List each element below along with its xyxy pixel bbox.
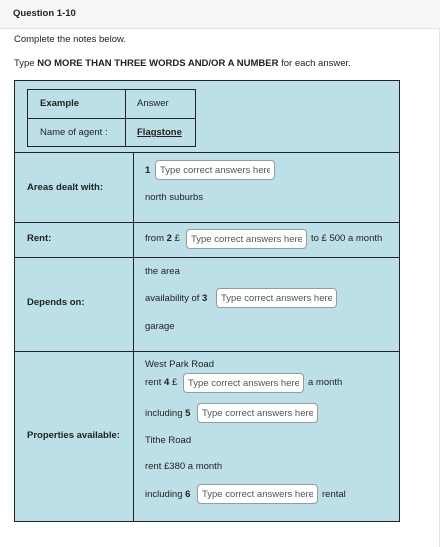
properties-west-park-road: West Park Road bbox=[145, 359, 214, 370]
question-1-number: 1 bbox=[145, 165, 151, 176]
properties-including-text: including 5 bbox=[145, 408, 191, 419]
rent-label: Rent: bbox=[27, 233, 52, 244]
answer-input-2[interactable] bbox=[186, 229, 307, 249]
properties-a-month: a month bbox=[308, 377, 343, 388]
depends-garage: garage bbox=[145, 321, 175, 332]
instruction-suffix: for each answer. bbox=[278, 58, 351, 69]
rent-from-text: from 2 £ bbox=[145, 233, 180, 244]
areas-north-suburbs: north suburbs bbox=[145, 192, 204, 203]
answer-input-5[interactable] bbox=[197, 403, 318, 423]
example-divider-horizontal bbox=[28, 118, 195, 119]
instruction-complete-notes: Complete the notes below. bbox=[14, 34, 126, 45]
example-row-answer: Flagstone bbox=[137, 127, 182, 138]
properties-tithe-road: Tithe Road bbox=[145, 435, 192, 446]
row-divider bbox=[15, 351, 399, 352]
instruction-word-limit bbox=[14, 58, 351, 69]
instruction-prefix: Type bbox=[14, 58, 38, 69]
example-header-label: Example bbox=[40, 98, 80, 109]
properties-label: Properties available: bbox=[27, 430, 120, 441]
column-divider bbox=[133, 152, 134, 521]
rent-to-text: to £ 500 a month bbox=[311, 233, 383, 244]
answer-input-1[interactable] bbox=[155, 160, 275, 180]
row-divider bbox=[15, 222, 399, 223]
depends-availability-text: availability of 3 bbox=[145, 293, 208, 304]
areas-label: Areas dealt with: bbox=[27, 182, 104, 193]
answer-input-3[interactable] bbox=[216, 288, 337, 308]
properties-rental: rental bbox=[322, 489, 346, 500]
answer-input-4[interactable] bbox=[183, 373, 304, 393]
example-row-label: Name of agent : bbox=[40, 127, 108, 138]
properties-including-text-2: including 6 bbox=[145, 489, 191, 500]
question-header bbox=[0, 0, 440, 29]
answer-input-6[interactable] bbox=[197, 484, 318, 504]
properties-rent-text: rent 4 £ bbox=[145, 377, 178, 388]
question-title: Question 1-10 bbox=[13, 8, 76, 19]
example-header-answer: Answer bbox=[137, 98, 169, 109]
instruction-word-limit-bold: NO MORE THAN THREE WORDS AND/OR A NUMBER bbox=[37, 58, 279, 69]
depends-label: Depends on: bbox=[27, 297, 85, 308]
depends-the-area: the area bbox=[145, 266, 180, 277]
notes-table bbox=[14, 80, 400, 522]
row-divider bbox=[15, 257, 399, 258]
properties-rent-380: rent £380 a month bbox=[145, 461, 223, 472]
row-divider bbox=[15, 152, 399, 153]
example-table bbox=[27, 89, 196, 147]
